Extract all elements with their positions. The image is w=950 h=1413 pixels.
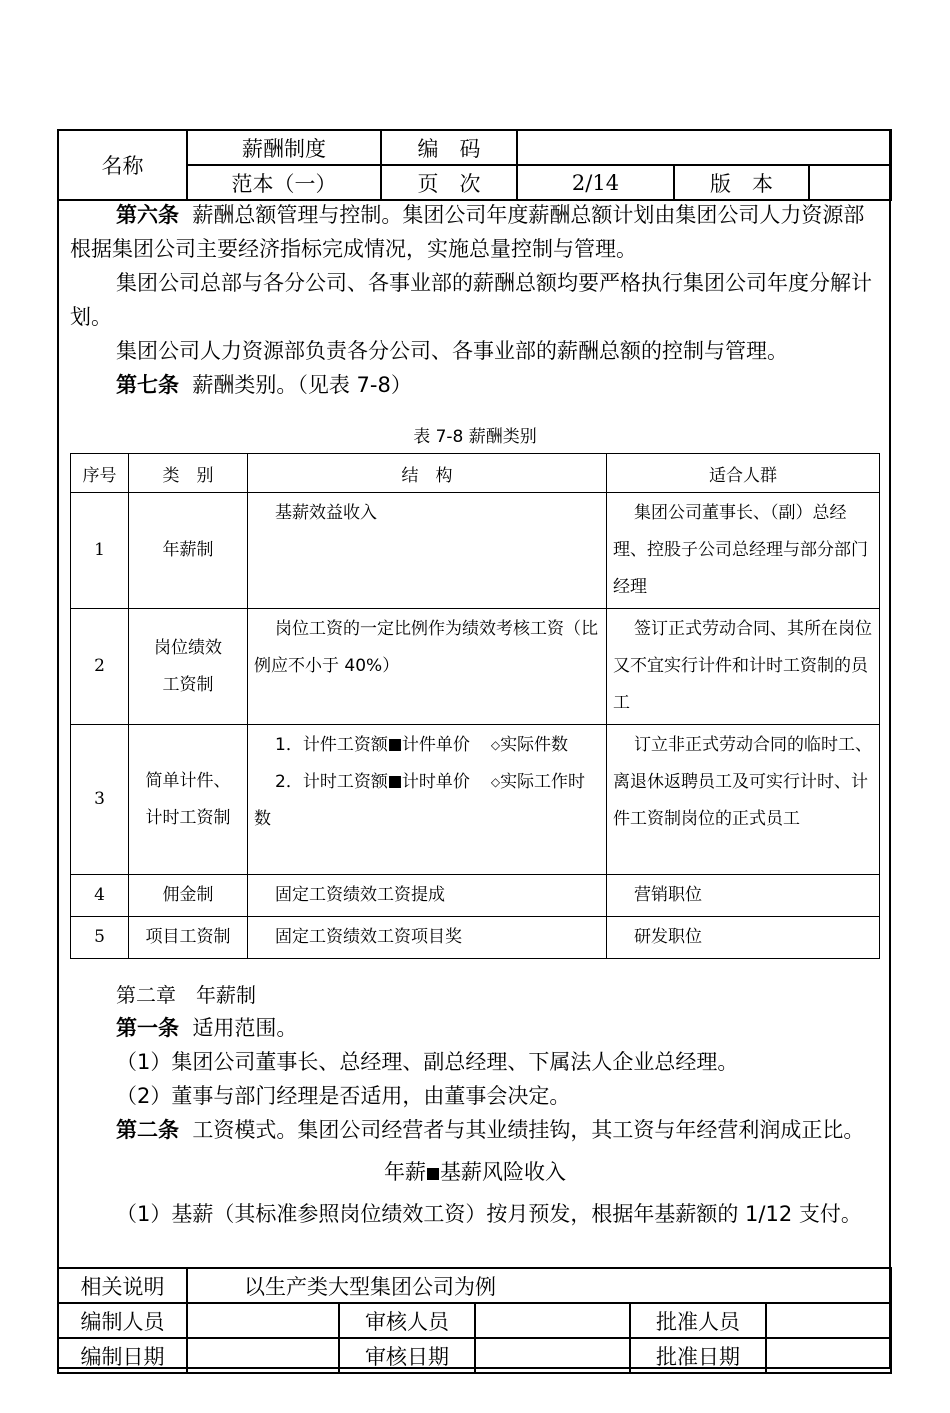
column-header: 序号: [71, 454, 129, 493]
approve-date-value: [766, 1338, 891, 1373]
table-caption: 表 7-8 薪酬类别: [413, 427, 537, 447]
row-people: 研发职位: [607, 917, 880, 959]
equals-symbol-icon: [389, 776, 401, 788]
list-item: （2）董事与部门经理是否适用，由董事会决定。: [116, 1084, 571, 1108]
table-row: [71, 917, 880, 959]
name-label: 名称: [58, 130, 187, 200]
code-label: 编 码: [381, 130, 517, 165]
approver-label: 批准人员: [630, 1303, 766, 1338]
table-row: [71, 725, 880, 875]
article-6: [70, 198, 880, 266]
author-date-value: [187, 1338, 339, 1373]
table-row: [71, 875, 880, 917]
reviewer-value: [475, 1303, 630, 1338]
row-people: 集团公司董事长、（副）总经理、控股子公司总经理与部分部门经理: [607, 493, 880, 609]
row-number: 4: [71, 875, 129, 917]
author-value: [187, 1303, 339, 1338]
column-header: 适合人群: [607, 454, 880, 493]
page-label: 页 次: [381, 165, 517, 200]
formula: 年薪 基薪风险收入: [384, 1160, 566, 1184]
author-label: 编制人员: [58, 1303, 187, 1338]
table-header-row: [71, 454, 880, 493]
approve-date-label: 批准日期: [630, 1338, 766, 1373]
salary-category-table: [70, 453, 880, 959]
note-value: 以生产类大型集团公司为例: [187, 1268, 891, 1303]
paragraph: 集团公司总部与各分公司、各事业部的薪酬总额均要严格执行集团公司年度分解计划。: [70, 271, 872, 329]
table-row: [71, 609, 880, 725]
times-symbol-icon: ◇: [490, 775, 501, 789]
article-1: [70, 1011, 880, 1045]
equals-symbol-icon: [389, 739, 401, 751]
article-2-text: 工资模式。集团公司经营者与其业绩挂钩，其工资与年经营利润成正比。: [192, 1118, 865, 1142]
page-value: 2/14: [517, 165, 674, 200]
times-symbol-icon: ◇: [490, 738, 501, 752]
review-date-label: 审核日期: [339, 1338, 475, 1373]
review-date-value: [475, 1338, 630, 1373]
version-value: [809, 165, 891, 200]
code-value: [517, 130, 891, 165]
article-1-text: 适用范围。: [192, 1016, 298, 1040]
row-structure: 基薪效益收入: [248, 493, 607, 609]
row-type: 岗位绩效 工资制: [129, 609, 248, 725]
equals-symbol-icon: [427, 1168, 439, 1180]
row-type: 简单计件、 计时工资制: [129, 725, 248, 875]
chapter-heading: 第二章 年薪制: [116, 983, 256, 1007]
reviewer-label: 审核人员: [339, 1303, 475, 1338]
column-header: 类 别: [129, 454, 248, 493]
row-number: 5: [71, 917, 129, 959]
row-number: 1: [71, 493, 129, 609]
author-date-label: 编制日期: [58, 1338, 187, 1373]
paragraph: （1）基薪（其标准参照岗位绩效工资）按月预发，根据年基薪额的 1/12 支付。: [116, 1202, 862, 1226]
article-6-text: 薪酬总额管理与控制。集团公司年度薪酬总额计划由集团公司人力资源部根据集团公司主要经济指标完成情况，实施总量控制与管理。: [70, 203, 865, 261]
row-type: 佣金制: [129, 875, 248, 917]
article-7: [70, 368, 880, 402]
doc-title-line1: 薪酬制度: [187, 130, 381, 165]
row-structure: 固定工资绩效工资提成: [248, 875, 607, 917]
article-7-text: 薪酬类别。（见表 7-8）: [192, 373, 412, 397]
article-7-title: 第七条: [116, 373, 179, 397]
article-2-title: 第二条: [116, 1118, 179, 1142]
row-people: 营销职位: [607, 875, 880, 917]
row-people: 签订正式劳动合同、其所在岗位又不宜实行计件和计时工资制的员工: [607, 609, 880, 725]
row-number: 3: [71, 725, 129, 875]
header-table: [57, 129, 892, 201]
row-structure: 1．计件工资额 计件单价 ◇实际件数 2．计时工资额 计时单价 ◇实际工作时数: [248, 725, 607, 875]
table-row: [71, 493, 880, 609]
row-number: 2: [71, 609, 129, 725]
footer-table: [57, 1267, 892, 1374]
document-body: [70, 198, 880, 1231]
paragraph: 集团公司人力资源部负责各分公司、各事业部的薪酬总额的控制与管理。: [116, 339, 788, 363]
list-item: （1）集团公司董事长、总经理、副总经理、下属法人企业总经理。: [116, 1050, 739, 1074]
doc-title-line2: 范本（一）: [187, 165, 381, 200]
article-6-title: 第六条: [116, 203, 179, 227]
row-type: 年薪制: [129, 493, 248, 609]
version-label: 版 本: [674, 165, 809, 200]
row-people: 订立非正式劳动合同的临时工、离退休返聘员工及可实行计时、计件工资制岗位的正式员工: [607, 725, 880, 875]
note-label: 相关说明: [58, 1268, 187, 1303]
row-structure: 岗位工资的一定比例作为绩效考核工资（比例应不小于 40%）: [248, 609, 607, 725]
row-structure: 固定工资绩效工资项目奖: [248, 917, 607, 959]
article-2: [70, 1113, 880, 1147]
row-type: 项目工资制: [129, 917, 248, 959]
article-1-title: 第一条: [116, 1016, 179, 1040]
column-header: 结 构: [248, 454, 607, 493]
approver-value: [766, 1303, 891, 1338]
